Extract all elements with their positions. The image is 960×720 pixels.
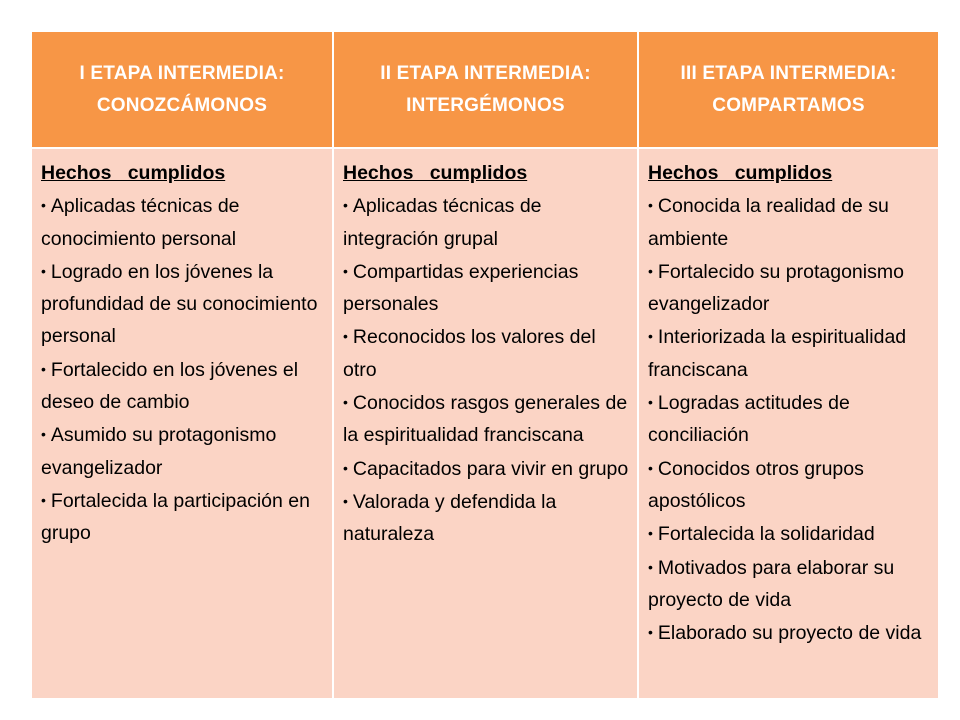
list-item-text: Asumido su protagonismo evangelizador (41, 424, 277, 479)
list-item-text: Compartidas experiencias personales (343, 260, 579, 316)
list-item (343, 255, 631, 321)
list-item (648, 517, 932, 550)
body-row (31, 148, 939, 699)
bullet-icon: • (343, 492, 348, 509)
list-item (648, 616, 932, 649)
list-item-text: Logrado en los jóvenes la profundidad de su conocimiento personal (41, 260, 318, 348)
stage-2-header (333, 31, 638, 148)
list-item-text: Conocida la realidad de su ambiente (648, 195, 889, 250)
stage-1-title-line1: I ETAPA INTERMEDIA: (79, 62, 285, 84)
list-item-text: Motivados para elaborar su proyecto de vida (648, 556, 895, 611)
list-item-text: Aplicadas técnicas de conocimiento personal (41, 195, 240, 250)
bullet-icon: • (648, 328, 653, 345)
stage-2-title-line1: II ETAPA INTERMEDIA: (380, 62, 591, 84)
list-item (648, 189, 932, 255)
stage-1-heading: Hechos cumplidos (41, 162, 226, 184)
list-item (41, 255, 326, 353)
list-item-text: Conocidos rasgos generales de la espiritualidad franciscana (343, 392, 628, 447)
list-item (343, 485, 631, 551)
stage-1-title-line2: CONOZCÁMONOS (96, 94, 268, 116)
bullet-icon: • (343, 262, 348, 279)
bullet-icon: • (41, 262, 46, 279)
list-item (41, 418, 326, 484)
list-item (648, 551, 932, 617)
list-item (41, 189, 326, 255)
list-item (41, 353, 326, 419)
list-item-text: Fortalecida la participación en grupo (41, 489, 310, 545)
list-item (648, 452, 932, 518)
stage-3-header (638, 31, 939, 148)
list-item (343, 452, 631, 485)
list-item (343, 320, 631, 386)
stage-3-list (648, 189, 932, 649)
list-item (343, 189, 631, 255)
list-item (41, 484, 326, 550)
list-item-text: Valorada y defendida la naturaleza (343, 490, 557, 546)
bullet-icon: • (41, 360, 46, 377)
stage-2-heading: Hechos cumplidos (343, 162, 528, 184)
list-item-text: Capacitados para vivir en grupo (352, 457, 629, 480)
bullet-icon: • (648, 262, 653, 279)
bullet-icon: • (343, 328, 348, 345)
list-item-text: Fortalecido su protagonismo evangelizador (648, 260, 904, 316)
bullet-icon: • (648, 558, 653, 575)
bullet-icon: • (41, 491, 46, 508)
bullet-icon: • (41, 197, 46, 214)
bullet-icon: • (343, 197, 348, 214)
stage-3-title-line1: III ETAPA INTERMEDIA: (680, 62, 897, 84)
stage-3-cell (638, 148, 939, 699)
header-row (31, 31, 939, 148)
list-item-text: Aplicadas técnicas de integración grupal (343, 195, 542, 250)
bullet-icon: • (648, 624, 653, 641)
stage-1-header (31, 31, 333, 148)
list-item-text: Logradas actitudes de conciliación (648, 392, 850, 447)
list-item (343, 386, 631, 452)
stage-2-title-line2: INTERGÉMONOS (406, 94, 565, 116)
list-item-text: Elaborado su proyecto de vida (657, 622, 922, 645)
list-item (648, 386, 932, 452)
list-item-text: Reconocidos los valores del otro (343, 326, 596, 381)
bullet-icon: • (343, 394, 348, 411)
stage-1-cell (31, 148, 333, 699)
stage-2-list (343, 189, 631, 550)
list-item-text: Fortalecida la solidaridad (657, 523, 875, 546)
bullet-icon: • (648, 525, 653, 542)
bullet-icon: • (343, 459, 348, 476)
stage-1-list (41, 189, 326, 549)
bullet-icon: • (648, 197, 653, 214)
list-item (648, 320, 932, 386)
stage-2-cell (333, 148, 638, 699)
bullet-icon: • (648, 459, 653, 476)
stages-table (30, 30, 940, 700)
stage-3-heading: Hechos cumplidos (648, 162, 833, 184)
bullet-icon: • (648, 394, 653, 411)
list-item-text: Interiorizada la espiritualidad franciscana (648, 326, 907, 381)
list-item (648, 255, 932, 321)
bullet-icon: • (41, 426, 46, 443)
stage-3-title-line2: COMPARTAMOS (712, 94, 865, 116)
list-item-text: Fortalecido en los jóvenes el deseo de cambio (41, 358, 299, 414)
list-item-text: Conocidos otros grupos apostólicos (648, 457, 864, 512)
